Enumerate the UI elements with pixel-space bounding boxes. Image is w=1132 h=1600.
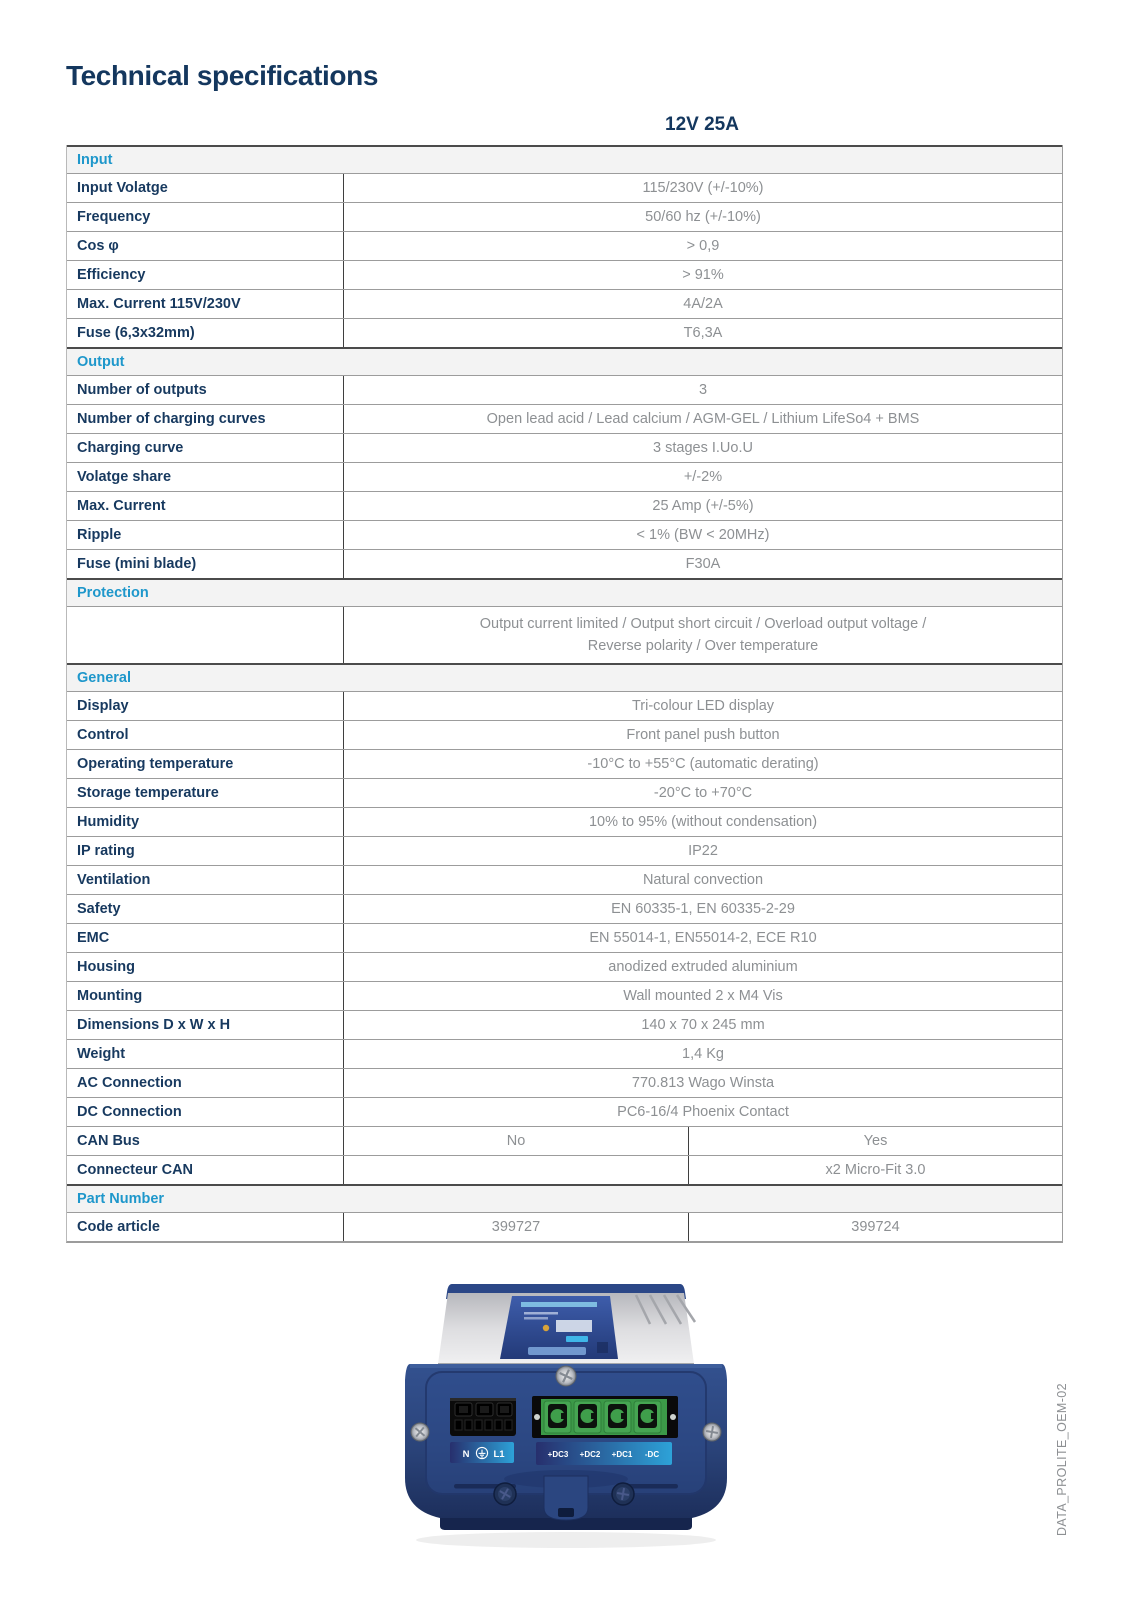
spec-row [67, 952, 1062, 981]
spec-row [67, 318, 1062, 347]
row-label: Fuse (mini blade) [67, 550, 344, 578]
row-value: > 91% [682, 266, 724, 283]
spec-row [67, 720, 1062, 749]
device-shadow [416, 1532, 716, 1548]
row-value: -20°C to +70°C [653, 784, 753, 801]
row-value-left [344, 1156, 689, 1184]
row-value: < 1% (BW < 20MHz) [636, 526, 770, 543]
spec-row [67, 520, 1062, 549]
row-value-line: Output current limited / Output short circuit / Overload output voltage / [479, 615, 927, 632]
row-value-right: x2 Micro-Fit 3.0 [825, 1161, 926, 1178]
row-value: Front panel push button [626, 726, 780, 743]
row-value: Wall mounted 2 x M4 Vis [623, 987, 783, 1004]
row-label: IP rating [67, 837, 344, 865]
dc-label-strip [536, 1442, 672, 1465]
screw-icon [612, 1483, 634, 1505]
spec-row [67, 1039, 1062, 1068]
spec-row [67, 1068, 1062, 1097]
top-product-label [500, 1296, 618, 1359]
row-value-left: No [344, 1127, 689, 1155]
spec-row [67, 404, 1062, 433]
spec-row [67, 1010, 1062, 1039]
row-value-right: Yes [863, 1132, 888, 1149]
screw-icon [411, 1423, 429, 1441]
dc-label-dc2: +DC2 [579, 1450, 601, 1459]
row-label: CAN Bus [67, 1127, 344, 1155]
screw-icon [494, 1483, 516, 1505]
page-title: Technical specifications [66, 60, 378, 91]
spec-row [67, 691, 1062, 720]
row-label: Input Volatge [67, 174, 344, 202]
row-value-right: 399724 [851, 1218, 900, 1235]
screw-icon [703, 1423, 721, 1441]
row-label: Number of outputs [67, 376, 344, 404]
section-row [67, 145, 1062, 173]
spec-row-split [67, 1126, 1062, 1155]
spec-row [67, 749, 1062, 778]
spec-row [67, 865, 1062, 894]
spec-row [67, 231, 1062, 260]
row-value: 770.813 Wago Winsta [631, 1074, 775, 1091]
row-label: Mounting [67, 982, 344, 1010]
row-label: Ventilation [67, 866, 344, 894]
ac-connector [450, 1398, 516, 1436]
spec-row [67, 836, 1062, 865]
row-label: Max. Current [67, 492, 344, 520]
ac-label-n: N [462, 1449, 470, 1460]
row-value-line: Reverse polarity / Over temperature [587, 638, 819, 654]
row-value: 3 [698, 381, 708, 398]
row-value-left: 399727 [344, 1213, 689, 1241]
device-photo [396, 1268, 736, 1553]
spec-row [67, 433, 1062, 462]
model-column-header: 12V 25A [665, 114, 739, 135]
row-value: 25 Amp (+/-5%) [652, 497, 754, 514]
dc-terminal-block [532, 1396, 678, 1438]
row-value: 3 stages I.Uo.U [653, 439, 753, 456]
spec-row [67, 260, 1062, 289]
dc-label-dc3: +DC3 [547, 1450, 569, 1459]
document-code-vertical: DATA_PROLITE_OEM-02 [1055, 1382, 1069, 1536]
row-value: 1,4 Kg [682, 1045, 724, 1062]
row-value: 10% to 95% (without condensation) [588, 813, 818, 830]
row-label: EMC [67, 924, 344, 952]
row-value: T6,3A [683, 324, 723, 341]
row-label: Number of charging curves [67, 405, 344, 433]
spec-row-split [67, 1212, 1062, 1241]
spec-row [67, 981, 1062, 1010]
spec-row [67, 894, 1062, 923]
spec-row [67, 462, 1062, 491]
row-label: Housing [67, 953, 344, 981]
section-row [67, 1184, 1062, 1212]
row-label: Max. Current 115V/230V [67, 290, 344, 318]
spec-row [67, 549, 1062, 578]
row-label: Display [67, 692, 344, 720]
section-label: Output [77, 354, 125, 370]
row-label: Efficiency [67, 261, 344, 289]
spec-row [67, 202, 1062, 231]
row-value: EN 55014-1, EN55014-2, ECE R10 [589, 929, 817, 946]
row-value: Natural convection [642, 871, 764, 888]
spec-row [67, 778, 1062, 807]
spec-row-multiline [67, 606, 1062, 663]
row-label: Dimensions D x W x H [67, 1011, 344, 1039]
spec-row [67, 923, 1062, 952]
row-label: DC Connection [67, 1098, 344, 1126]
row-value: 115/230V (+/-10%) [642, 179, 764, 196]
row-value: IP22 [688, 842, 718, 859]
row-label: Humidity [67, 808, 344, 836]
row-label: Frequency [67, 203, 344, 231]
row-value [344, 607, 1062, 663]
spec-row-split [67, 1155, 1062, 1184]
row-value: PC6-16/4 Phoenix Contact [617, 1103, 789, 1120]
dc-label-dcneg: -DC [644, 1450, 660, 1459]
row-value: F30A [685, 555, 721, 572]
screw-icon [556, 1366, 576, 1386]
row-label: Fuse (6,3x32mm) [67, 319, 344, 347]
section-label: Protection [77, 585, 149, 601]
row-label: Storage temperature [67, 779, 344, 807]
ac-label-strip [450, 1442, 514, 1463]
row-value: 50/60 hz (+/-10%) [645, 208, 761, 225]
section-label: Part Number [77, 1191, 165, 1207]
ac-label-l1: L1 [493, 1449, 505, 1460]
row-label: Control [67, 721, 344, 749]
row-value: EN 60335-1, EN 60335-2-29 [611, 900, 795, 917]
row-label: Weight [67, 1040, 344, 1068]
row-value: > 0,9 [686, 237, 720, 254]
spec-row [67, 491, 1062, 520]
row-label: Charging curve [67, 434, 344, 462]
row-label: Ripple [67, 521, 344, 549]
row-label: Operating temperature [67, 750, 344, 778]
section-row [67, 663, 1062, 691]
spec-row [67, 173, 1062, 202]
section-label: Input [77, 152, 113, 168]
charger-rear-illustration [396, 1268, 736, 1553]
row-label: Safety [67, 895, 344, 923]
row-label: Volatge share [67, 463, 344, 491]
row-label: Code article [67, 1213, 344, 1241]
spec-row [67, 289, 1062, 318]
row-value: +/-2% [683, 468, 723, 485]
row-value: Open lead acid / Lead calcium / AGM-GEL / Lithium LifeSo4 + BMS [486, 410, 920, 427]
row-value: 140 x 70 x 245 mm [641, 1016, 765, 1033]
row-value: Tri-colour LED display [631, 697, 775, 714]
spec-table [66, 145, 1063, 1243]
spec-row [67, 807, 1062, 836]
row-value: anodized extruded aluminium [608, 958, 798, 975]
row-label [67, 607, 344, 663]
section-label: General [77, 670, 131, 686]
row-label: Connecteur CAN [67, 1156, 344, 1184]
spec-row [67, 375, 1062, 404]
row-label: AC Connection [67, 1069, 344, 1097]
section-row [67, 347, 1062, 375]
row-value: -10°C to +55°C (automatic derating) [587, 755, 819, 772]
dc-label-dc1: +DC1 [611, 1450, 633, 1459]
spec-row [67, 1097, 1062, 1126]
row-value: 4A/2A [683, 295, 723, 312]
section-row [67, 578, 1062, 606]
row-label: Cos φ [67, 232, 344, 260]
